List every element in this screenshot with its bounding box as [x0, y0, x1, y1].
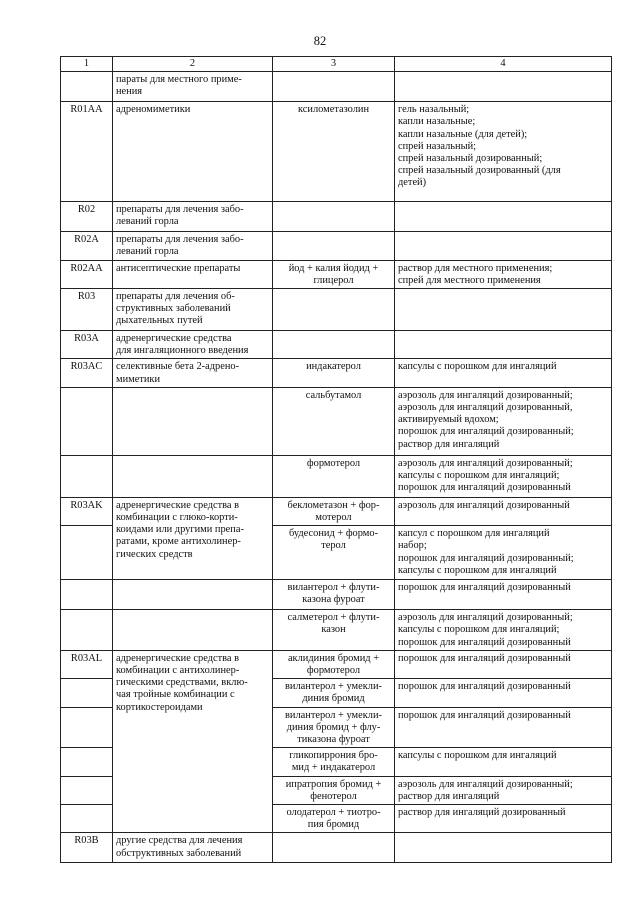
- substance-cell-line: диния бромид: [302, 693, 365, 705]
- dosage-form-cell: [395, 289, 612, 331]
- group-name-cell-line: обструктивных заболеваний: [116, 847, 242, 859]
- dosage-form-cell-line: раствор для ингаляций: [398, 438, 500, 450]
- dosage-form-cell-line: капсулы с порошком для ингаляций: [398, 361, 557, 373]
- dosage-form-cell: [395, 102, 612, 202]
- group-name-cell: [113, 72, 273, 102]
- substance-cell-line: казон: [321, 624, 346, 636]
- table-row: [61, 580, 612, 610]
- dosage-form-cell-line: порошок для ингаляций дозированный: [398, 482, 571, 494]
- substance-cell: [273, 610, 395, 651]
- substance-cell: [273, 260, 395, 288]
- group-name-cell-line: препараты для лечения забо-: [116, 204, 244, 216]
- group-name-cell: [113, 387, 273, 455]
- dosage-form-cell: [395, 610, 612, 651]
- group-name-cell-line: комбинации с глюко-корти-: [116, 512, 238, 524]
- dosage-form-cell-line: гель назальный;: [398, 104, 470, 116]
- substance-cell: [273, 289, 395, 331]
- group-name-cell-line: препараты для лечения об-: [116, 291, 235, 303]
- substance-cell: [273, 580, 395, 610]
- atc-code-cell-line: R03B: [74, 835, 99, 847]
- atc-code-cell: [61, 289, 113, 331]
- substance-cell-line: терол: [321, 540, 346, 552]
- dosage-form-cell: [395, 776, 612, 804]
- atc-code-cell-line: R03AC: [70, 361, 103, 373]
- group-name-cell-line: леваний горла: [116, 216, 179, 228]
- group-name-cell-line: ратами, кроме антихолинер-: [116, 536, 241, 548]
- dosage-form-cell-line: порошок для ингаляций дозированный: [398, 636, 571, 648]
- dosage-form-cell-line: капсул с порошком для ингаляций: [398, 528, 550, 540]
- table-row: [61, 289, 612, 331]
- dosage-form-cell: [395, 455, 612, 497]
- medicines-table: [60, 56, 612, 863]
- substance-cell-line: индакатерол: [306, 361, 361, 373]
- substance-cell-line: ипратропия бромид +: [285, 778, 382, 790]
- atc-code-cell: [61, 202, 113, 232]
- table-row: [61, 331, 612, 359]
- dosage-form-cell-line: капсулы с порошком для ингаляций;: [398, 470, 560, 482]
- group-name-cell-line: структивных заболеваний: [116, 303, 231, 315]
- dosage-form-cell-line: аэрозоль для ингаляций дозированный,: [398, 402, 573, 414]
- group-name-cell: [113, 359, 273, 387]
- page-number: 82: [313, 34, 327, 48]
- group-name-cell-line: адренергические средства в: [116, 652, 240, 664]
- header-col-2: 2: [113, 57, 273, 72]
- dosage-form-cell-line: порошок для ингаляций дозированный;: [398, 552, 574, 564]
- dosage-form-cell: [395, 833, 612, 863]
- atc-code-cell: [61, 748, 113, 776]
- substance-cell: [273, 679, 395, 707]
- dosage-form-cell-line: аэрозоль для ингаляций дозированный;: [398, 778, 573, 790]
- substance-cell-line: гликопиррония бро-: [289, 750, 378, 762]
- dosage-form-cell-line: капсулы с порошком для ингаляций: [398, 564, 557, 576]
- substance-cell-line: аклидиния бромид +: [287, 652, 380, 664]
- dosage-form-cell-line: аэрозоль для ингаляций дозированный;: [398, 457, 573, 469]
- table-row: [61, 833, 612, 863]
- group-name-cell-line: кортикостероидами: [116, 701, 203, 713]
- group-name-cell-line: комбинации с антихолинер-: [116, 665, 240, 677]
- group-name-cell-line: нения: [116, 86, 143, 98]
- table-row: [61, 497, 612, 525]
- dosage-form-cell-line: раствор для ингаляций: [398, 790, 500, 802]
- header-col-1: 1: [61, 57, 113, 72]
- substance-cell-line: пия бромид: [307, 819, 360, 831]
- dosage-form-cell: [395, 72, 612, 102]
- group-name-cell: [113, 650, 273, 833]
- dosage-form-cell-line: капсулы с порошком для ингаляций;: [398, 624, 560, 636]
- atc-code-cell: [61, 497, 113, 525]
- group-name-cell: [113, 455, 273, 497]
- substance-cell-line: беклометазон + фор-: [287, 499, 380, 511]
- dosage-form-cell-line: раствор для местного применения;: [398, 262, 553, 274]
- atc-code-cell: [61, 232, 113, 260]
- atc-code-cell: [61, 776, 113, 804]
- substance-cell-line: фенотерол: [310, 790, 357, 802]
- group-name-cell: [113, 497, 273, 579]
- dosage-form-cell-line: аэрозоль для ингаляций дозированный;: [398, 612, 573, 624]
- group-name-cell: [113, 232, 273, 260]
- header-col-3: 3: [273, 57, 395, 72]
- dosage-form-cell: [395, 359, 612, 387]
- dosage-form-cell: [395, 679, 612, 707]
- table-row: [61, 202, 612, 232]
- group-name-cell-line: чая тройные комбинации с: [116, 689, 235, 701]
- dosage-form-cell: [395, 805, 612, 833]
- dosage-form-cell-line: порошок для ингаляций дозированный: [398, 652, 571, 664]
- substance-cell-line: олодатерол + тиотро-: [286, 807, 381, 819]
- group-name-cell-line: адреномиметики: [116, 104, 191, 116]
- atc-code-cell: [61, 650, 113, 678]
- atc-code-cell-line: R03AL: [70, 652, 103, 664]
- atc-code-cell-line: R02AA: [70, 262, 103, 274]
- dosage-form-cell-line: аэрозоль для ингаляций дозированный;: [398, 389, 573, 401]
- dosage-form-cell-line: порошок для ингаляций дозированный;: [398, 426, 574, 438]
- atc-code-cell: [61, 260, 113, 288]
- substance-cell-line: ксилометазолин: [297, 104, 370, 116]
- dosage-form-cell-line: активируемый вдохом;: [398, 414, 499, 426]
- dosage-form-cell: [395, 580, 612, 610]
- atc-code-cell-line: R02: [77, 204, 96, 216]
- group-name-cell: [113, 260, 273, 288]
- dosage-form-cell-line: аэрозоль для ингаляций дозированный: [398, 499, 570, 511]
- atc-code-cell: [61, 679, 113, 707]
- dosage-form-cell: [395, 260, 612, 288]
- header-row: [61, 57, 612, 72]
- table-row: [61, 72, 612, 102]
- atc-code-cell: [61, 707, 113, 748]
- group-name-cell-line: миметики: [116, 373, 161, 385]
- substance-cell: [273, 707, 395, 748]
- group-name-cell-line: селективные бета 2-адрено-: [116, 361, 240, 373]
- atc-code-cell-line: R03: [77, 291, 96, 303]
- substance-cell: [273, 102, 395, 202]
- dosage-form-cell-line: порошок для ингаляций дозированный: [398, 582, 571, 594]
- group-name-cell: [113, 102, 273, 202]
- atc-code-cell: [61, 833, 113, 863]
- substance-cell: [273, 331, 395, 359]
- substance-cell-line: вилантерол + умекли-: [285, 681, 382, 693]
- substance-cell: [273, 497, 395, 525]
- substance-cell: [273, 72, 395, 102]
- substance-cell-line: сальбутамол: [305, 389, 362, 401]
- atc-code-cell: [61, 455, 113, 497]
- header-col-4: 4: [395, 57, 612, 72]
- atc-code-cell-line: R01AA: [70, 104, 103, 116]
- substance-cell: [273, 776, 395, 804]
- atc-code-cell: [61, 580, 113, 610]
- atc-code-cell: [61, 359, 113, 387]
- group-name-cell-line: дыхательных путей: [116, 315, 203, 327]
- group-name-cell-line: препараты для лечения забо-: [116, 234, 244, 246]
- substance-cell-line: мид + индакатерол: [291, 762, 376, 774]
- substance-cell-line: диния бромид + флу-: [286, 721, 381, 733]
- table-row: [61, 650, 612, 678]
- table-row: [61, 610, 612, 651]
- group-name-cell-line: адренергические средства: [116, 333, 232, 345]
- dosage-form-cell-line: спрей назальный дозированный (для: [398, 165, 561, 177]
- substance-cell-line: формотерол: [306, 457, 361, 469]
- dosage-form-cell: [395, 707, 612, 748]
- group-name-cell: [113, 833, 273, 863]
- group-name-cell: [113, 610, 273, 651]
- substance-cell: [273, 748, 395, 776]
- atc-code-cell-line: R02A: [74, 234, 99, 246]
- atc-code-cell: [61, 102, 113, 202]
- group-name-cell-line: гических средств: [116, 548, 193, 560]
- atc-code-cell-line: R03AK: [70, 499, 103, 511]
- group-name-cell-line: адренергические средства в: [116, 499, 240, 511]
- dosage-form-cell-line: детей): [398, 177, 427, 189]
- dosage-form-cell-line: капсулы с порошком для ингаляций: [398, 750, 557, 762]
- substance-cell: [273, 526, 395, 580]
- atc-code-cell-line: R03A: [74, 333, 99, 345]
- dosage-form-cell-line: спрей для местного применения: [398, 274, 541, 286]
- group-name-cell-line: леваний горла: [116, 246, 179, 258]
- substance-cell: [273, 359, 395, 387]
- substance-cell-line: мотерол: [315, 512, 352, 524]
- substance-cell-line: тиказона фуроат: [297, 734, 370, 746]
- table-row: [61, 232, 612, 260]
- substance-cell-line: глицерол: [313, 274, 354, 286]
- dosage-form-cell: [395, 232, 612, 260]
- substance-cell-line: салметерол + флути-: [287, 612, 380, 624]
- dosage-form-cell: [395, 526, 612, 580]
- table-row: [61, 260, 612, 288]
- group-name-cell: [113, 289, 273, 331]
- group-name-cell-line: другие средства для лечения: [116, 835, 243, 847]
- dosage-form-cell-line: порошок для ингаляций дозированный: [398, 681, 571, 693]
- table-row: [61, 359, 612, 387]
- substance-cell: [273, 202, 395, 232]
- dosage-form-cell-line: спрей назальный дозированный;: [398, 153, 543, 165]
- atc-code-cell: [61, 72, 113, 102]
- dosage-form-cell: [395, 202, 612, 232]
- substance-cell: [273, 232, 395, 260]
- dosage-form-cell-line: спрей назальный;: [398, 140, 477, 152]
- substance-cell-line: вилантерол + умекли-: [285, 709, 382, 721]
- group-name-cell-line: антисептические препараты: [116, 262, 241, 274]
- atc-code-cell: [61, 805, 113, 833]
- substance-cell: [273, 650, 395, 678]
- group-name-cell: [113, 331, 273, 359]
- dosage-form-cell: [395, 497, 612, 525]
- substance-cell-line: формотерол: [306, 665, 361, 677]
- group-name-cell: [113, 202, 273, 232]
- substance-cell-line: йод + калия йодид +: [288, 262, 379, 274]
- dosage-form-cell: [395, 331, 612, 359]
- dosage-form-cell-line: капли назальные;: [398, 116, 476, 128]
- substance-cell: [273, 805, 395, 833]
- group-name-cell-line: параты для местного приме-: [116, 74, 242, 86]
- dosage-form-cell: [395, 387, 612, 455]
- dosage-form-cell-line: набор;: [398, 540, 427, 552]
- dosage-form-cell: [395, 748, 612, 776]
- table-row: [61, 102, 612, 202]
- group-name-cell: [113, 580, 273, 610]
- dosage-form-cell: [395, 650, 612, 678]
- atc-code-cell: [61, 331, 113, 359]
- dosage-form-cell-line: раствор для ингаляций дозированный: [398, 807, 566, 819]
- dosage-form-cell-line: порошок для ингаляций дозированный: [398, 709, 571, 721]
- substance-cell: [273, 387, 395, 455]
- atc-code-cell: [61, 526, 113, 580]
- substance-cell-line: вилантерол + флути-: [287, 582, 380, 594]
- substance-cell: [273, 833, 395, 863]
- table-row: [61, 387, 612, 455]
- substance-cell: [273, 455, 395, 497]
- group-name-cell-line: гическими средствами, вклю-: [116, 677, 248, 689]
- atc-code-cell: [61, 387, 113, 455]
- group-name-cell-line: для ингаляционного введения: [116, 345, 249, 357]
- group-name-cell-line: коидами или другими препа-: [116, 524, 244, 536]
- substance-cell-line: казона фуроат: [302, 594, 365, 606]
- atc-code-cell: [61, 610, 113, 651]
- dosage-form-cell-line: капли назальные (для детей);: [398, 128, 528, 140]
- substance-cell-line: будесонид + формо-: [288, 528, 379, 540]
- table-row: [61, 455, 612, 497]
